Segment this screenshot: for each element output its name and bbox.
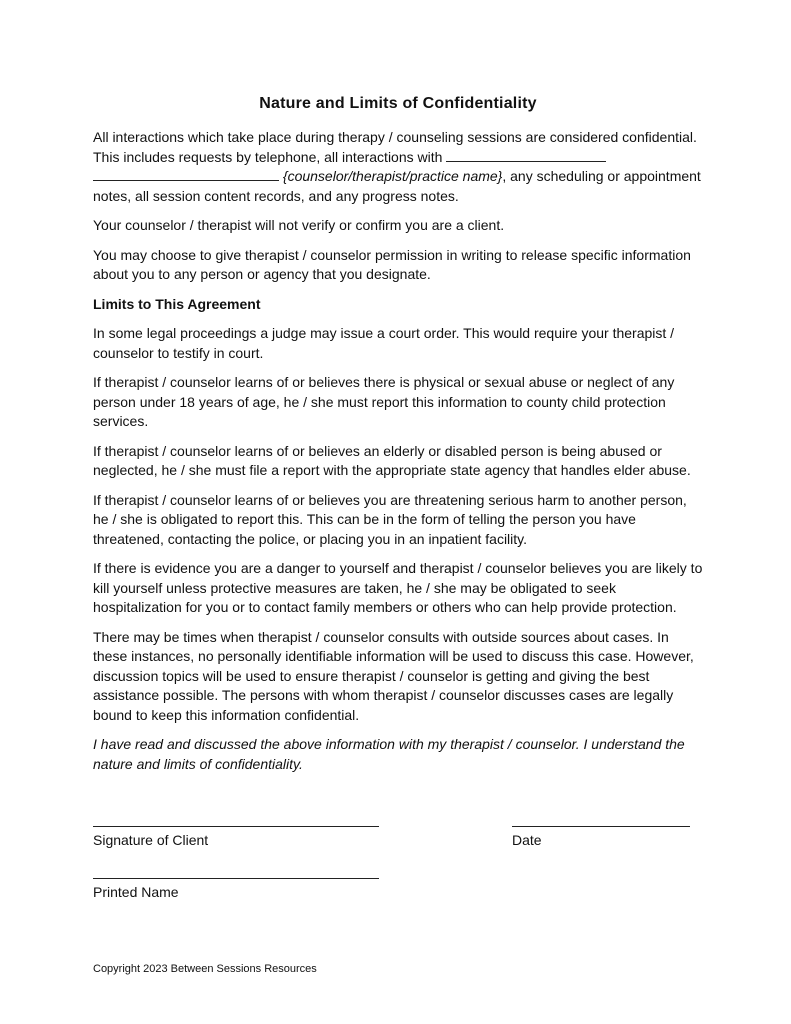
date-label: Date — [512, 832, 542, 848]
limits-paragraph-4: If therapist / counselor learns of or believes you are threatening serious harm to another person, he / she is obligated to report this. This can be in the form of telling the person you have threatened, contacting the police, or placing you in an inpatient facility. — [93, 491, 687, 547]
limits-paragraph-5: If there is evidence you are a danger to yourself and therapist / counselor believes you are likely to kill yourself unless protective measures are taken, he / she may be obligated to seek hospitalization for you or to contact family members or others who can help provide protection. — [93, 560, 703, 615]
intro-paragraph-3: You may choose to give therapist / counselor permission in writing to release specific information about you to any person or agency that you designate. — [93, 246, 691, 282]
intro-paragraph-1 — [93, 128, 703, 206]
limits-heading: Limits to This Agreement — [93, 295, 261, 312]
document-body — [93, 94, 703, 784]
document-title: Nature and Limits of Confidentiality — [259, 95, 537, 112]
intro-text-c: , any scheduling or appointment notes, all session content records, and any progress notes. — [93, 168, 701, 204]
client-signature-line[interactable] — [93, 826, 379, 827]
date-line[interactable] — [512, 826, 690, 827]
printed-name-label: Printed Name — [93, 884, 179, 900]
acknowledgement-statement: I have read and discussed the above information with my therapist / counselor. I understand the nature and limits of confidentiality. — [93, 736, 685, 772]
limits-paragraph-1: In some legal proceedings a judge may issue a court order. This would require your therapist / counselor to testify in court. — [93, 325, 675, 361]
limits-paragraph-3: If therapist / counselor learns of or believes an elderly or disabled person is being abused or neglected, he / she must file a report with the appropriate state agency that handles elder abuse. — [93, 442, 691, 478]
copyright-footer: Copyright 2023 Between Sessions Resources — [93, 963, 317, 975]
client-signature-label: Signature of Client — [93, 832, 209, 848]
limits-paragraph-6: There may be times when therapist / counselor consults with outside sources about cases. In these instances, no personally identifiable information will be used to discuss this case. However, discussion topics will be used to ensure therapist / counselor is getting and giving the best assistance possible. The persons with whom therapist / counselor discusses cases are legally bound to keep this information confidential. — [93, 628, 694, 723]
intro-paragraph-2: Your counselor / therapist will not verify or confirm you are a client. — [93, 217, 505, 233]
practice-name-blank-line-1[interactable] — [446, 148, 606, 162]
practice-name-hint: {counselor/therapist/practice name} — [282, 168, 503, 184]
limits-paragraph-2: If therapist / counselor learns of or believes there is physical or sexual abuse or neglect of any person under 18 years of age, he / she must report this information to county child protection services. — [93, 374, 675, 429]
printed-name-line[interactable] — [93, 878, 379, 879]
practice-name-blank-line-2[interactable] — [93, 167, 279, 181]
intro-text-a: All interactions which take place during therapy / counseling sessions are considered confidential. This includes requests by telephone, all interactions with — [93, 129, 697, 165]
